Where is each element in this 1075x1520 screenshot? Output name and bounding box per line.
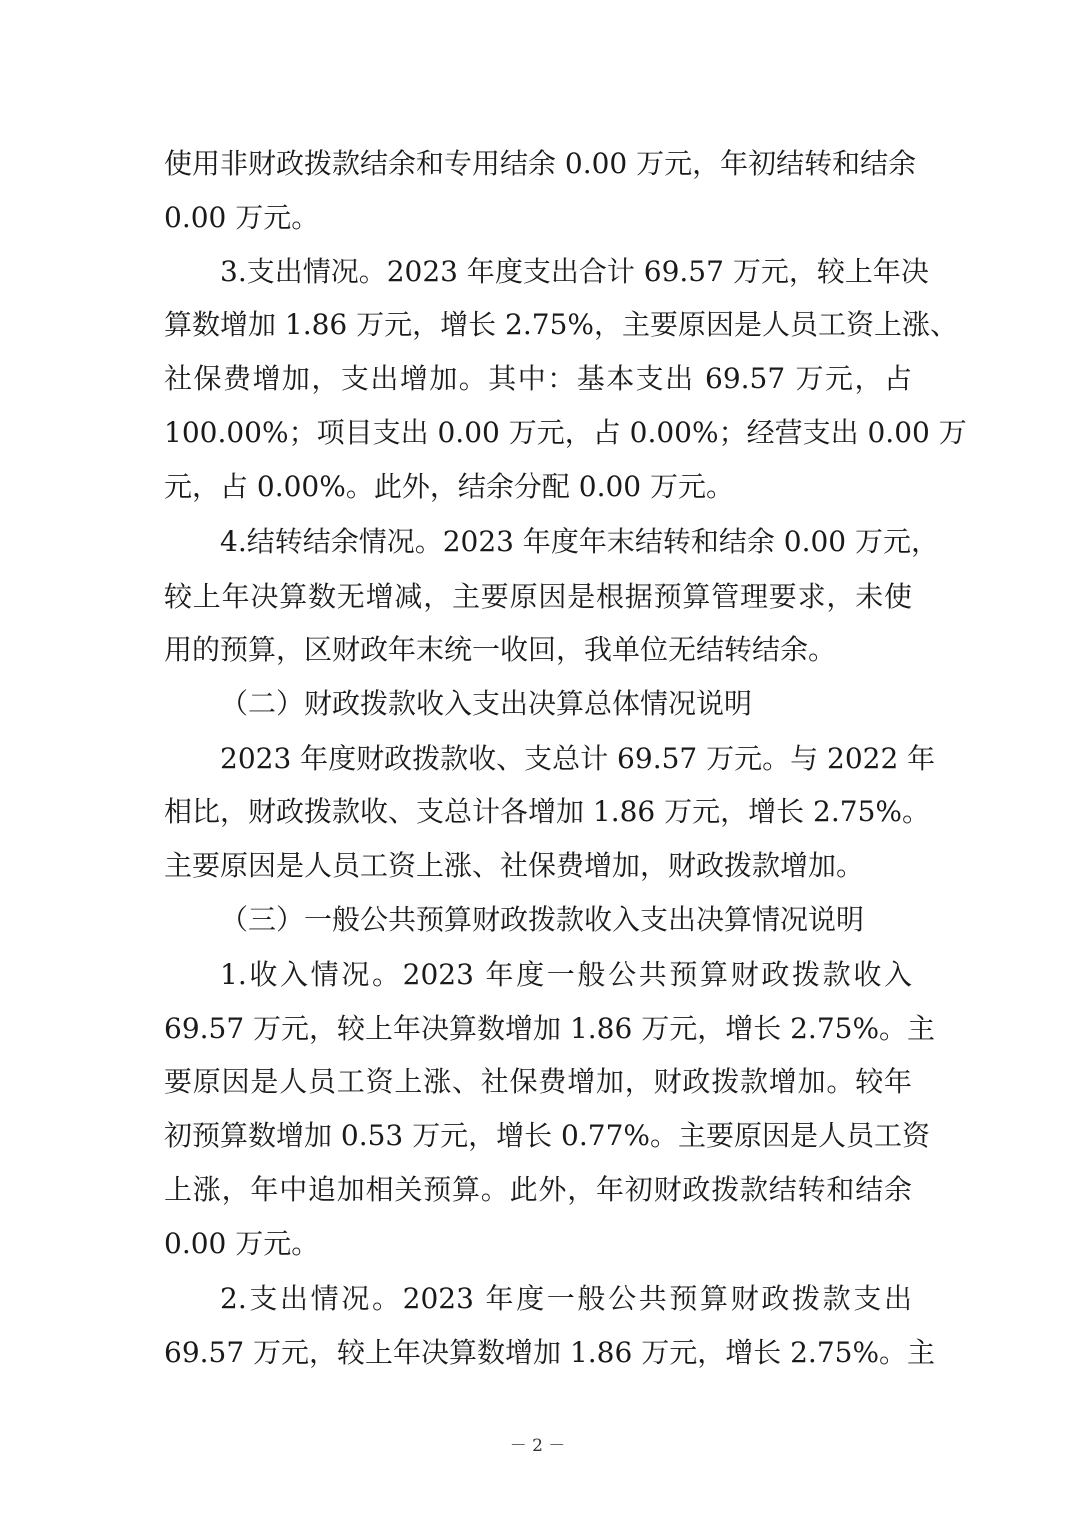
text-line: 2.支出情况。2023 年度一般公共预算财政拨款支出	[220, 1282, 912, 1315]
text-line: 4.结转结余情况。2023 年度年末结转和结余 0.00 万元，	[220, 525, 940, 558]
text-line: 69.57 万元，较上年决算数增加 1.86 万元，增长 2.75%。主	[164, 1012, 936, 1045]
section-heading: （三）一般公共预算财政拨款收入支出决算情况说明	[220, 903, 865, 936]
text-line: 算数增加 1.86 万元，增长 2.75%，主要原因是人员工资上涨、	[164, 308, 958, 341]
text-line: 2023 年度财政拨款收、支总计 69.57 万元。与 2022 年	[220, 742, 936, 775]
text-line: 社保费增加，支出增加。其中：基本支出 69.57 万元，占	[164, 362, 912, 395]
text-line: 初预算数增加 0.53 万元，增长 0.77%。主要原因是人员工资	[164, 1119, 930, 1152]
text-line: 0.00 万元。	[164, 201, 320, 234]
text-line: 100.00%；项目支出 0.00 万元，占 0.00%；经营支出 0.00 万	[164, 416, 967, 449]
text-line: 上涨，年中追加相关预算。此外，年初财政拨款结转和结余	[164, 1173, 912, 1206]
page-number: － 2 －	[509, 1436, 566, 1456]
text-line: 3.支出情况。2023 年度支出合计 69.57 万元，较上年决	[220, 255, 929, 288]
text-line: 1.收入情况。2023 年度一般公共预算财政拨款收入	[220, 958, 912, 991]
text-line: 使用非财政拨款结余和专用结余 0.00 万元，年初结转和结余	[164, 147, 917, 180]
text-line: 较上年决算数无增减，主要原因是根据预算管理要求，未使	[164, 580, 912, 613]
text-line: 相比，财政拨款收、支总计各增加 1.86 万元，增长 2.75%。	[164, 795, 930, 828]
section-heading: （二）财政拨款收入支出决算总体情况说明	[220, 687, 753, 720]
text-line: 要原因是人员工资上涨、社保费增加，财政拨款增加。较年	[164, 1065, 912, 1098]
text-line: 用的预算，区财政年末统一收回，我单位无结转结余。	[164, 633, 837, 666]
text-line: 69.57 万元，较上年决算数增加 1.86 万元，增长 2.75%。主	[164, 1336, 936, 1369]
text-line: 0.00 万元。	[164, 1227, 320, 1260]
text-line: 主要原因是人员工资上涨、社保费增加，财政拨款增加。	[164, 849, 865, 882]
text-line: 元，占 0.00%。此外，结余分配 0.00 万元。	[164, 470, 734, 503]
